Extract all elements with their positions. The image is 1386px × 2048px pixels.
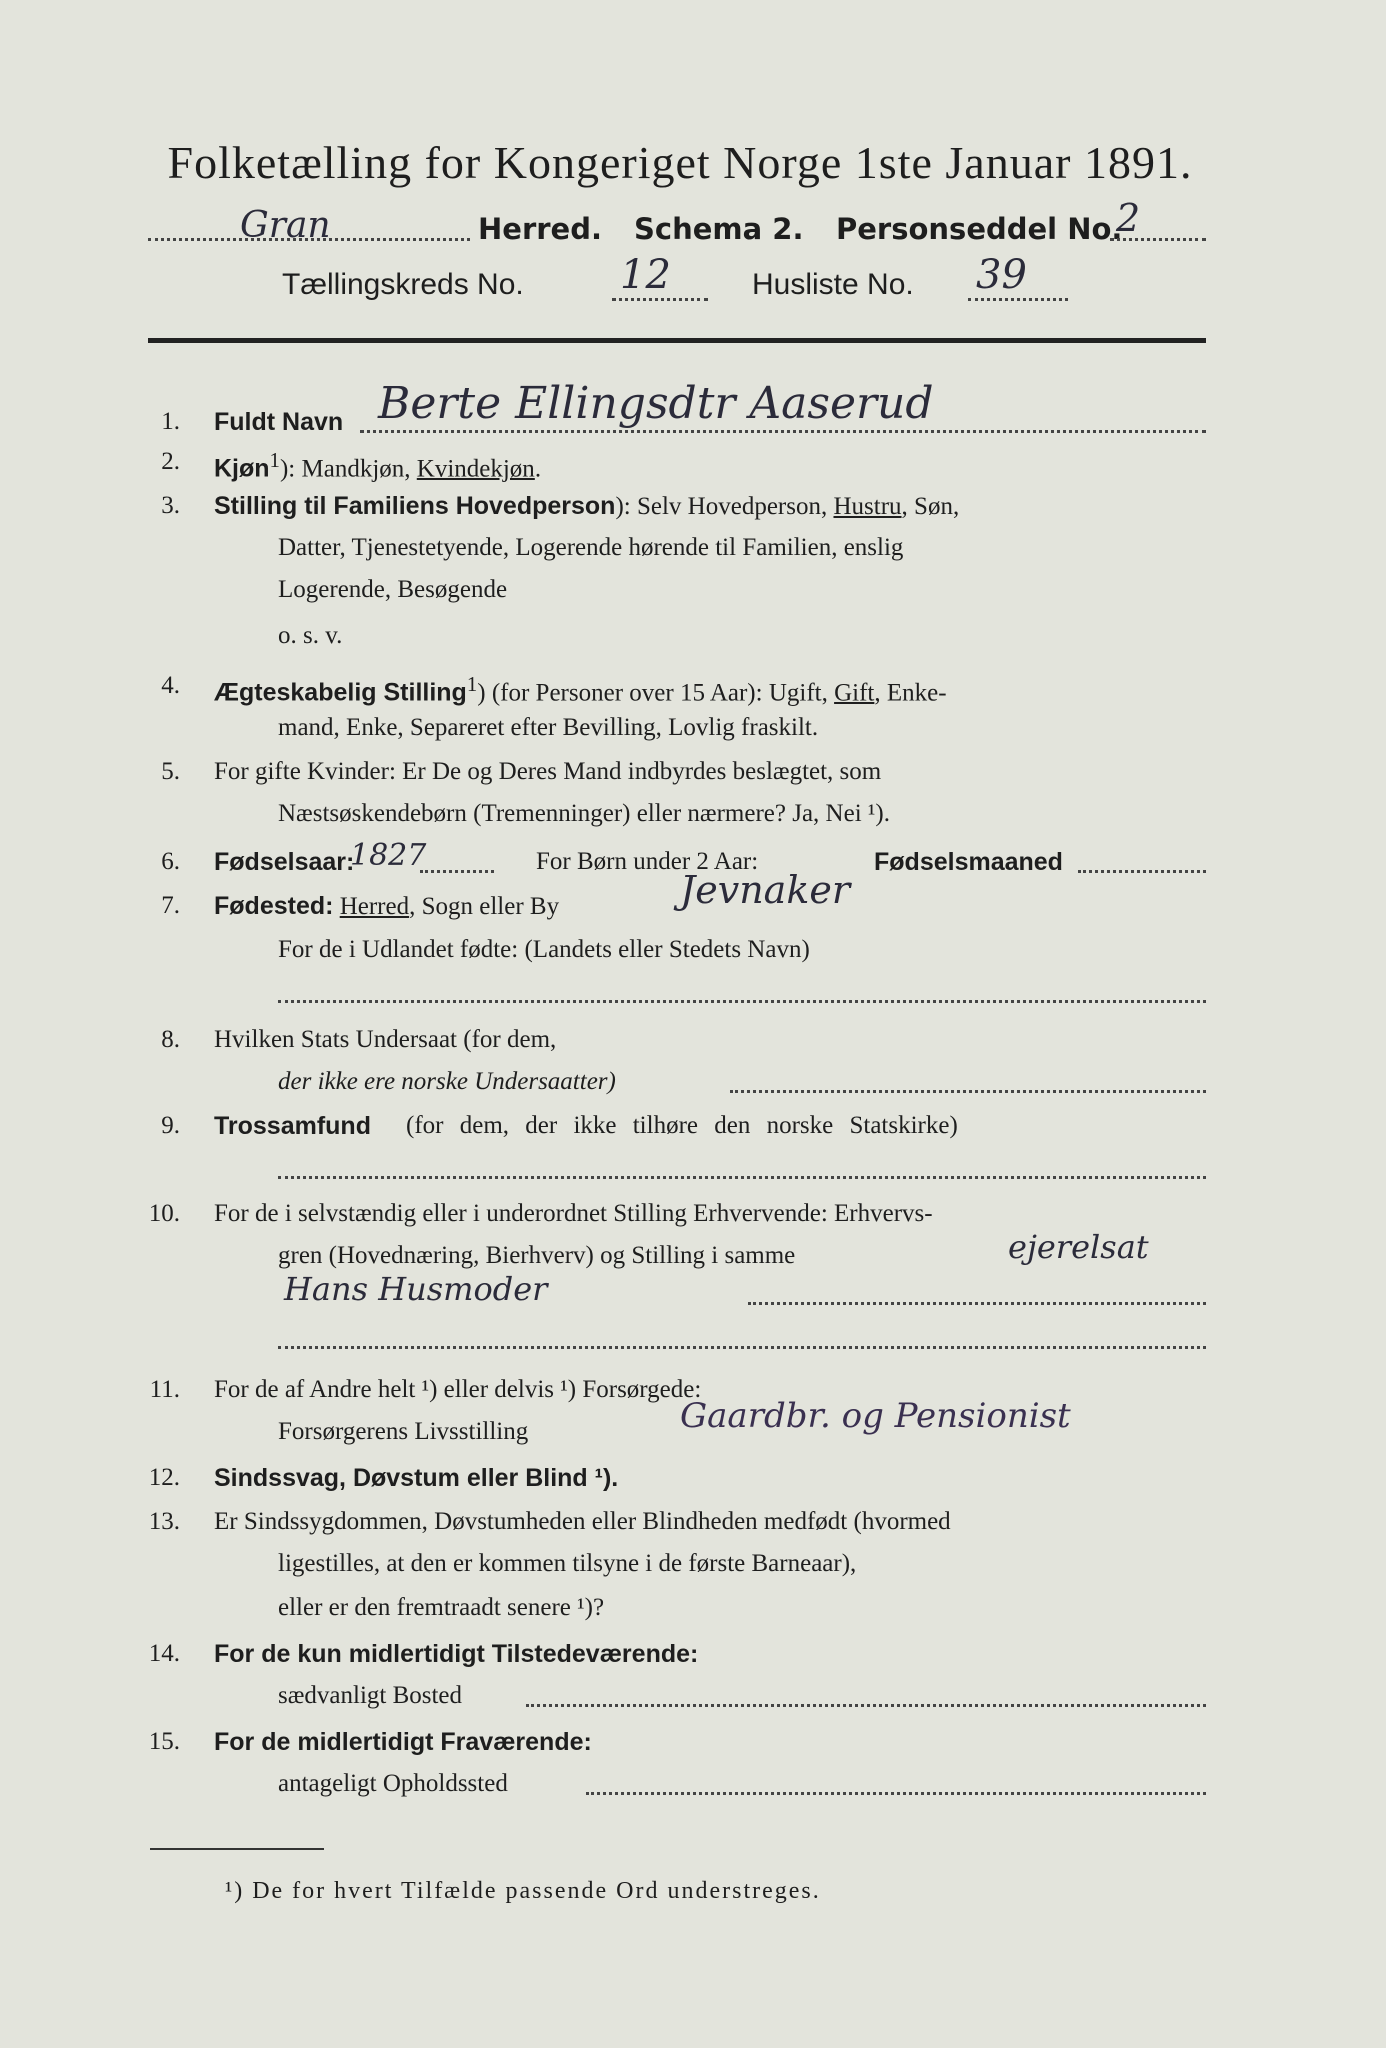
q1-dots (360, 430, 1206, 433)
q11-number: 11. (149, 1376, 180, 1403)
q7-text: , Sogn eller By (409, 893, 560, 920)
footnote-rule (150, 1848, 324, 1850)
q9-number: 9. (161, 1112, 180, 1139)
q8-dots (730, 1090, 1206, 1093)
q6-number: 6. (161, 848, 180, 875)
q6-month-dots (1078, 870, 1206, 873)
q2-number: 2. (161, 448, 180, 475)
footnote: ¹) De for hvert Tilfælde passende Ord understreges. (225, 1878, 821, 1904)
q10-line1: For de i selvstændig eller i underordnet Stilling Erhvervende: Erhvervs- (214, 1200, 933, 1227)
herred-label: Herred. (478, 212, 602, 246)
q4-line1: Ægteskabelig Stilling$^1$) (for Personer over 15 Aar): Ugift, Gift, Enke- (214, 672, 947, 707)
header-rule (148, 338, 1206, 343)
q6-text: For Børn under 2 Aar: (536, 848, 759, 875)
q3-text1: ): Selv Hovedperson, (615, 493, 834, 520)
personseddel-dots (1110, 238, 1206, 241)
q14-line1: For de kun midlertidigt Tilstedeværende: (214, 1640, 699, 1668)
q10-number: 10. (148, 1200, 180, 1227)
husliste-label: Husliste No. (752, 268, 914, 301)
q4-text1: ) (for Personer over 15 Aar): Ugift, (477, 679, 835, 707)
q3-line3: Logerende, Besøgende (278, 576, 508, 603)
husliste-answer: 39 (976, 252, 1027, 298)
q13-line2: ligestilles, at den er kommen tilsyne i de første Barneaar), (278, 1550, 857, 1577)
husliste-dots (968, 298, 1068, 301)
q8-line1: Hvilken Stats Undersaat (for dem, (214, 1026, 557, 1053)
q3-selected: Hustru (833, 493, 902, 520)
q12-number: 12. (148, 1464, 180, 1491)
q2-sup: 1 (269, 448, 280, 472)
q5-line2: Næstsøskendebørn (Tremenninger) eller nærmere? Ja, Nei ¹). (278, 800, 890, 827)
q10-line2: gren (Hovednæring, Bierhverv) og Stilling i samme (278, 1242, 796, 1269)
taellingskreds-dots (612, 298, 708, 301)
q15-number: 15. (148, 1728, 180, 1755)
q6-dots (420, 870, 494, 873)
herred-answer: Gran (240, 205, 331, 246)
q7-label: Fødested: (214, 892, 334, 920)
q2-end: . (534, 455, 542, 483)
q9-dots (278, 1176, 1206, 1179)
q2-options: ): Mandkjøn, (279, 455, 417, 483)
q11-line1: For de af Andre helt ¹) eller delvis ¹) Forsørgede: (214, 1376, 702, 1403)
q4-number: 4. (161, 672, 180, 699)
q5-number: 5. (161, 758, 180, 785)
q13-line1: Er Sindssygdommen, Døvstumheden eller Blindheden medfødt (hvormed (214, 1508, 951, 1535)
q14-number: 14. (148, 1640, 180, 1667)
q13-number: 13. (148, 1508, 180, 1535)
personseddel-label: Personseddel No. (836, 212, 1123, 246)
schema-label: Schema 2. (634, 212, 804, 246)
q4-selected: Gift (834, 679, 875, 707)
q1-answer: Berte Ellingsdtr Aaserud (378, 378, 934, 429)
q11-answer: Gaardbr. og Pensionist (680, 1396, 1071, 1436)
q4-text2: , Enke- (874, 679, 947, 707)
q9-label: Trossamfund (214, 1112, 371, 1140)
q3-number: 3. (161, 492, 180, 519)
q7-line2: For de i Udlandet fødte: (Landets eller Stedets Navn) (278, 936, 810, 963)
q3-line2: Datter, Tjenestetyende, Logerende hørende til Familien, enslig (278, 534, 904, 561)
q2-text (214, 448, 541, 483)
q1-number: 1. (161, 408, 180, 435)
herred-dots (148, 238, 470, 241)
q10-answer2: Hans Husmoder (284, 1270, 548, 1308)
q14-dots (526, 1704, 1206, 1707)
q6-label2: Fødselsmaaned (874, 848, 1063, 876)
q1-label: Fuldt Navn (214, 408, 344, 436)
q7-selected: Herred (339, 893, 410, 920)
q7-dots (278, 1000, 1206, 1003)
q7-number: 7. (161, 892, 180, 919)
q3-line1 (214, 492, 959, 521)
q7-line1 (214, 892, 559, 921)
q3-line4: o. s. v. (278, 622, 343, 649)
q4-label: Ægteskabelig Stilling (214, 678, 467, 707)
q6-answer: 1827 (350, 838, 427, 873)
q15-dots (586, 1792, 1206, 1795)
q9-text: (for dem, der ikke tilhøre den norske Statskirke) (406, 1112, 958, 1139)
q13-line3: eller er den fremtraadt senere ¹)? (278, 1594, 605, 1621)
q10-dots1 (748, 1302, 1206, 1305)
taellingskreds-answer: 12 (620, 252, 671, 298)
q14-line2: sædvanligt Bosted (278, 1682, 463, 1709)
q11-line2: Forsørgerens Livsstilling (278, 1418, 529, 1445)
q8-line2: der ikke ere norske Undersaatter) (278, 1068, 616, 1095)
q5-line1: For gifte Kvinder: Er De og Deres Mand indbyrdes beslægtet, som (214, 758, 882, 785)
q2-selected: Kvindekjøn (416, 455, 535, 483)
q10-answer1: ejerelsat (1008, 1228, 1149, 1266)
q2-label: Kjøn (214, 454, 270, 483)
q6-label: Fødselsaar: (214, 848, 355, 876)
q10-dots2 (278, 1346, 1206, 1349)
taellingskreds-label: Tællingskreds No. (282, 268, 524, 301)
q12-line1: Sindssvag, Døvstum eller Blind ¹). (214, 1464, 619, 1492)
q7-answer: Jevnaker (680, 868, 850, 912)
q3-text2: , Søn, (901, 493, 960, 520)
personseddel-answer: 2 (1116, 196, 1141, 240)
q3-label: Stilling til Familiens Hovedperson (214, 492, 616, 520)
form-title: Folketælling for Kongeriget Norge 1ste Januar 1891. (167, 137, 1193, 188)
q15-line1: For de midlertidigt Fraværende: (214, 1728, 592, 1756)
q8-number: 8. (161, 1026, 180, 1053)
q15-line2: antageligt Opholdssted (278, 1770, 508, 1797)
q4-line2: mand, Enke, Separeret efter Bevilling, Lovlig fraskilt. (278, 714, 819, 741)
